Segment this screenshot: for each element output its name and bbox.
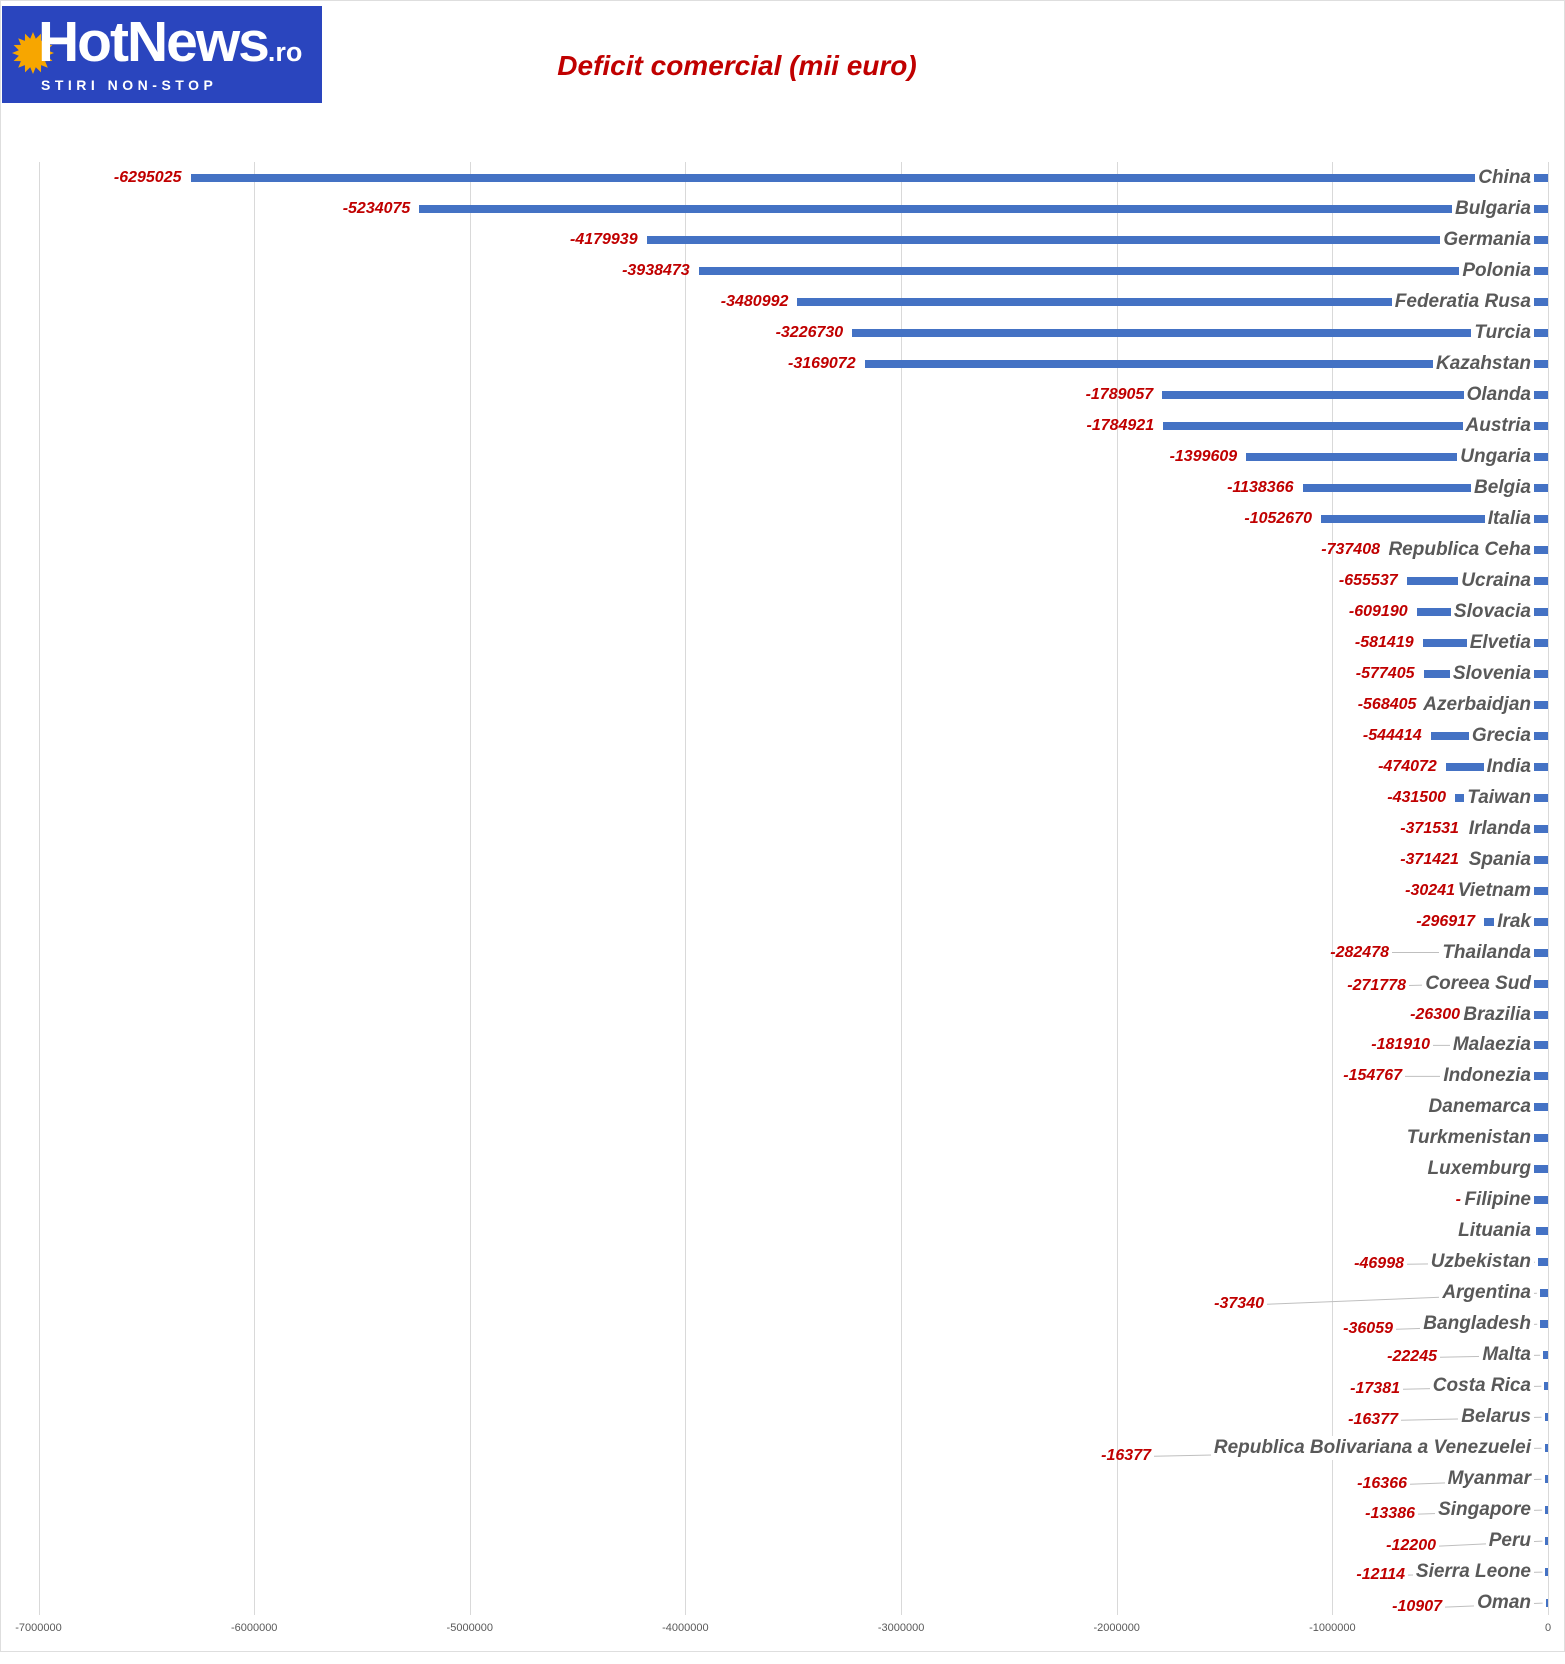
value-label: -296917 — [1416, 912, 1475, 930]
country-label: Olanda — [1464, 383, 1534, 407]
value-label: -737408 — [1321, 540, 1380, 558]
country-label: Indonezia — [1440, 1064, 1534, 1088]
logo-tld: .ro — [267, 37, 303, 67]
x-axis-tick-label: -3000000 — [877, 1622, 925, 1634]
value-label: - — [1455, 1191, 1461, 1209]
value-label: -12114 — [1356, 1566, 1405, 1584]
value-label: -371421 — [1400, 850, 1459, 868]
value-label: -30241 — [1405, 881, 1455, 899]
country-label: Sierra Leone — [1413, 1560, 1534, 1584]
value-label: -46998 — [1354, 1255, 1404, 1273]
value-label: -568405 — [1357, 695, 1417, 713]
value-label: -1789057 — [1085, 385, 1154, 403]
value-label: -16377 — [1101, 1447, 1151, 1465]
country-label: Brazilia — [1460, 1003, 1534, 1027]
country-label: Turkmenistan — [1404, 1126, 1534, 1150]
country-label: India — [1484, 755, 1534, 779]
x-axis-tick-label: -1000000 — [1309, 1622, 1356, 1634]
value-label: -581419 — [1354, 633, 1414, 651]
country-label: Belgia — [1471, 476, 1534, 500]
value-label: -16377 — [1348, 1411, 1398, 1429]
logo-brand-text — [38, 12, 302, 82]
value-label: -26300 — [1410, 1005, 1460, 1023]
chart-title: Deficit comercial (mii euro) — [557, 50, 917, 81]
country-label: Coreea Sud — [1422, 972, 1534, 996]
x-axis-tick-label: -4000000 — [662, 1622, 709, 1634]
country-label: Elvetia — [1467, 631, 1534, 655]
value-label: -371531 — [1400, 819, 1459, 837]
country-label: Irak — [1494, 910, 1534, 934]
country-label: Slovenia — [1450, 662, 1534, 686]
country-label: Vietnam — [1455, 879, 1534, 903]
value-label: -3480992 — [720, 292, 789, 310]
country-label: Grecia — [1469, 724, 1534, 748]
country-label: Malaezia — [1450, 1033, 1534, 1057]
country-label: Lituania — [1455, 1219, 1534, 1243]
value-label: -4179939 — [569, 231, 638, 248]
value-label: -577405 — [1355, 664, 1415, 682]
country-label: Taiwan — [1464, 786, 1534, 810]
value-label: -181910 — [1371, 1036, 1430, 1054]
value-label: -3169072 — [787, 354, 856, 372]
country-label: Bangladesh — [1420, 1312, 1534, 1336]
country-label: Kazahstan — [1433, 352, 1534, 376]
country-label: Federatia Rusa — [1392, 290, 1534, 314]
country-label: Germania — [1440, 228, 1534, 252]
value-label: -17381 — [1350, 1380, 1400, 1398]
x-axis-tick-label: -2000000 — [1093, 1622, 1140, 1634]
country-label: Filipine — [1462, 1188, 1535, 1212]
value-label: -474072 — [1378, 757, 1437, 775]
country-label: Azerbaidjan — [1420, 693, 1534, 717]
country-label: Thailanda — [1439, 941, 1534, 965]
x-axis-tick-label: 0 — [1544, 1622, 1552, 1634]
value-label: -12200 — [1386, 1537, 1436, 1555]
value-label: -609190 — [1348, 602, 1408, 620]
x-axis-tick-label: -5000000 — [446, 1622, 494, 1634]
country-label: Singapore — [1435, 1498, 1534, 1522]
country-label: Peru — [1486, 1529, 1534, 1553]
country-label: Slovacia — [1451, 600, 1534, 624]
country-label: Luxemburg — [1425, 1157, 1534, 1181]
country-label: Bulgaria — [1452, 197, 1534, 221]
value-label: -3226730 — [775, 323, 844, 341]
country-label: Myanmar — [1445, 1467, 1534, 1491]
country-label: Republica Bolivariana a Venezuelei — [1211, 1436, 1534, 1460]
value-label: -1052670 — [1244, 509, 1312, 527]
value-label: -1784921 — [1086, 416, 1155, 434]
country-label: Belarus — [1458, 1405, 1534, 1429]
value-label: -282478 — [1330, 943, 1389, 961]
value-label: -544414 — [1362, 726, 1422, 744]
country-label: China — [1475, 166, 1534, 190]
country-label: Uzbekistan — [1428, 1250, 1534, 1274]
value-label: -16366 — [1357, 1475, 1407, 1493]
x-axis-tick-label: -6000000 — [230, 1622, 278, 1634]
country-label: Polonia — [1459, 259, 1534, 283]
country-label: Turcia — [1471, 321, 1534, 345]
hotnews-logo — [2, 6, 322, 103]
value-label: -36059 — [1343, 1320, 1393, 1338]
country-label: Ungaria — [1457, 445, 1534, 469]
country-label: Costa Rica — [1430, 1374, 1534, 1398]
country-label: Ucraina — [1458, 569, 1534, 593]
country-label: Oman — [1474, 1591, 1534, 1615]
logo-brand: HotNews — [38, 10, 268, 74]
value-label: -271778 — [1347, 976, 1406, 994]
country-label: Argentina — [1439, 1281, 1534, 1305]
country-label: Italia — [1485, 507, 1534, 531]
value-label: -655537 — [1338, 571, 1398, 589]
country-label: Danemarca — [1426, 1095, 1534, 1119]
value-label: -37340 — [1214, 1295, 1264, 1313]
value-label: -1138366 — [1227, 478, 1294, 496]
country-label: Malta — [1479, 1343, 1534, 1367]
country-label: Spania — [1466, 848, 1534, 872]
country-label: Irlanda — [1466, 817, 1534, 841]
value-label: -13386 — [1365, 1505, 1415, 1523]
value-label: -5234075 — [342, 200, 411, 217]
logo-tagline: STIRI NON-STOP — [41, 77, 218, 93]
value-label: -1399609 — [1169, 447, 1238, 465]
value-label: -154767 — [1343, 1067, 1402, 1085]
value-label: -22245 — [1387, 1348, 1437, 1366]
value-label: -10907 — [1392, 1598, 1442, 1616]
value-label: -431500 — [1387, 788, 1446, 806]
country-label: Republica Ceha — [1385, 538, 1534, 562]
value-label: -6295025 — [113, 169, 182, 186]
value-label: -3938473 — [622, 261, 690, 279]
country-label: Austria — [1463, 414, 1534, 438]
x-axis-tick-label: -7000000 — [15, 1622, 62, 1634]
